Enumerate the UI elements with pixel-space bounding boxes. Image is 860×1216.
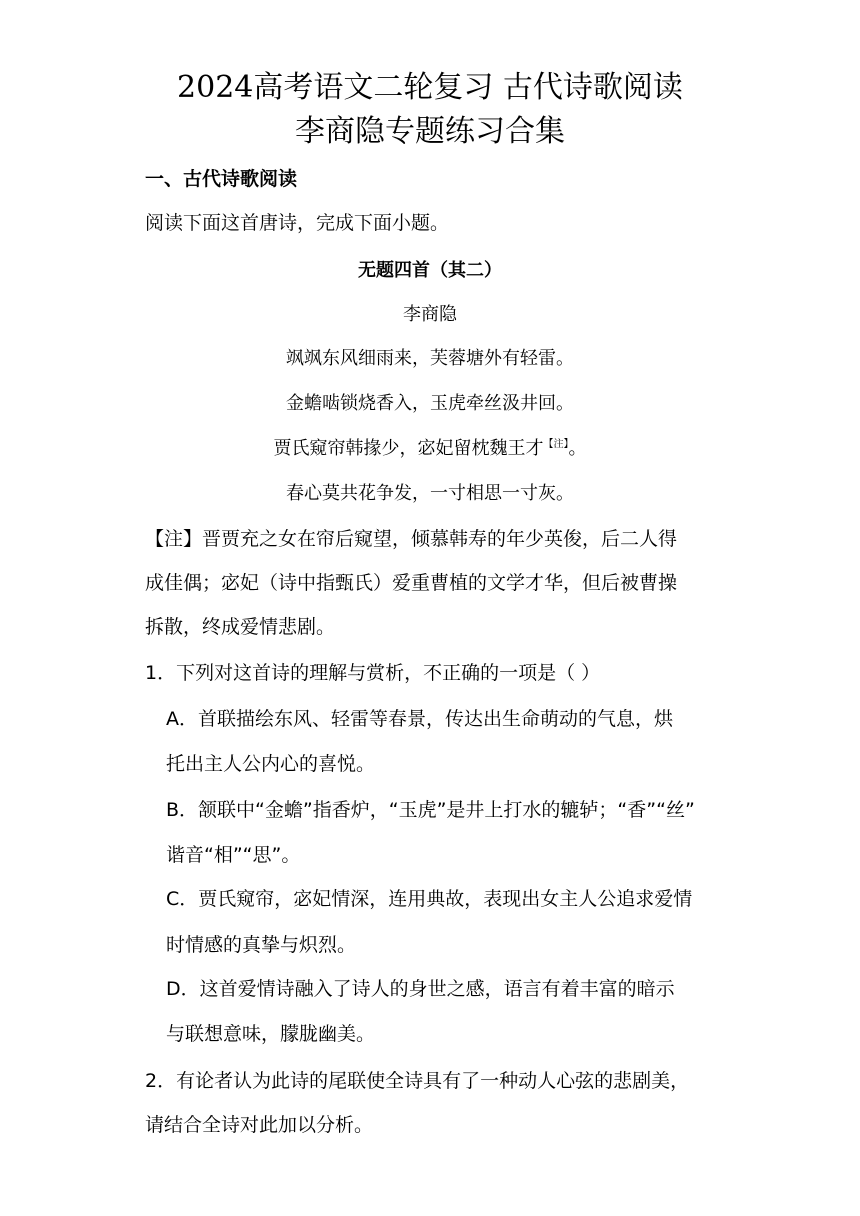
question-2-line-1: 2．有论者认为此诗的尾联使全诗具有了一种动人心弦的悲剧美，: [145, 1070, 690, 1092]
note-reference-mark: 【注】: [543, 439, 569, 450]
document-subtitle: 李商隐专题练习合集: [295, 114, 565, 149]
note-line-1: 【注】晋贾充之女在帘后窥望，倾慕韩寿的年少英俊，后二人得: [145, 528, 678, 550]
question-1-stem: 1．下列对这首诗的理解与赏析，不正确的一项是（ ）: [145, 662, 601, 684]
q1-option-b-line-1: B．颔联中“金蟾”指香炉，“玉虎”是井上打水的辘轳；“香”“丝”: [166, 799, 695, 821]
poem-line-1: 飒飒东风细雨来，芙蓉塘外有轻雷。: [286, 348, 574, 369]
q1-option-c-line-1: C．贾氏窥帘，宓妃情深，连用典故，表现出女主人公追求爱情: [166, 888, 693, 910]
q1-option-a-line-2: 托出主人公内心的喜悦。: [166, 753, 376, 775]
section-heading: 一、古代诗歌阅读: [145, 168, 298, 190]
section-instruction: 阅读下面这首唐诗，完成下面小题。: [145, 212, 450, 234]
document-title: 2024高考语文二轮复习 古代诗歌阅读: [177, 70, 683, 105]
q1-option-a-line-1: A．首联描绘东风、轻雷等春景，传达出生命萌动的气息，烘: [166, 708, 673, 730]
poem-line-3-end: 。: [568, 438, 587, 459]
note-line-3: 拆散，终成爱情悲剧。: [145, 616, 336, 638]
q1-option-c-line-2: 时情感的真挚与炽烈。: [166, 934, 357, 956]
poem-author: 李商隐: [403, 304, 457, 325]
poem-line-2: 金蟾啮锁烧香入，玉虎牵丝汲井回。: [286, 393, 574, 414]
note-line-2: 成佳偶；宓妃（诗中指甄氏）爱重曹植的文学才华，但后被曹操: [145, 572, 678, 594]
question-2-line-2: 请结合全诗对此加以分析。: [145, 1114, 374, 1136]
q1-option-d-line-2: 与联想意味，朦胧幽美。: [166, 1023, 376, 1045]
poem-line-3-text: 贾氏窥帘韩掾少，宓妃留枕魏王才: [273, 438, 544, 459]
poem-line-4: 春心莫共花争发，一寸相思一寸灰。: [286, 483, 574, 504]
q1-option-b-line-2: 谐音“相”“思”。: [166, 844, 301, 866]
poem-line-3: [0, 436, 860, 462]
poem-title: 无题四首（其二）: [358, 260, 502, 281]
q1-option-d-line-1: D．这首爱情诗融入了诗人的身世之感，语言有着丰富的暗示: [166, 978, 675, 1000]
